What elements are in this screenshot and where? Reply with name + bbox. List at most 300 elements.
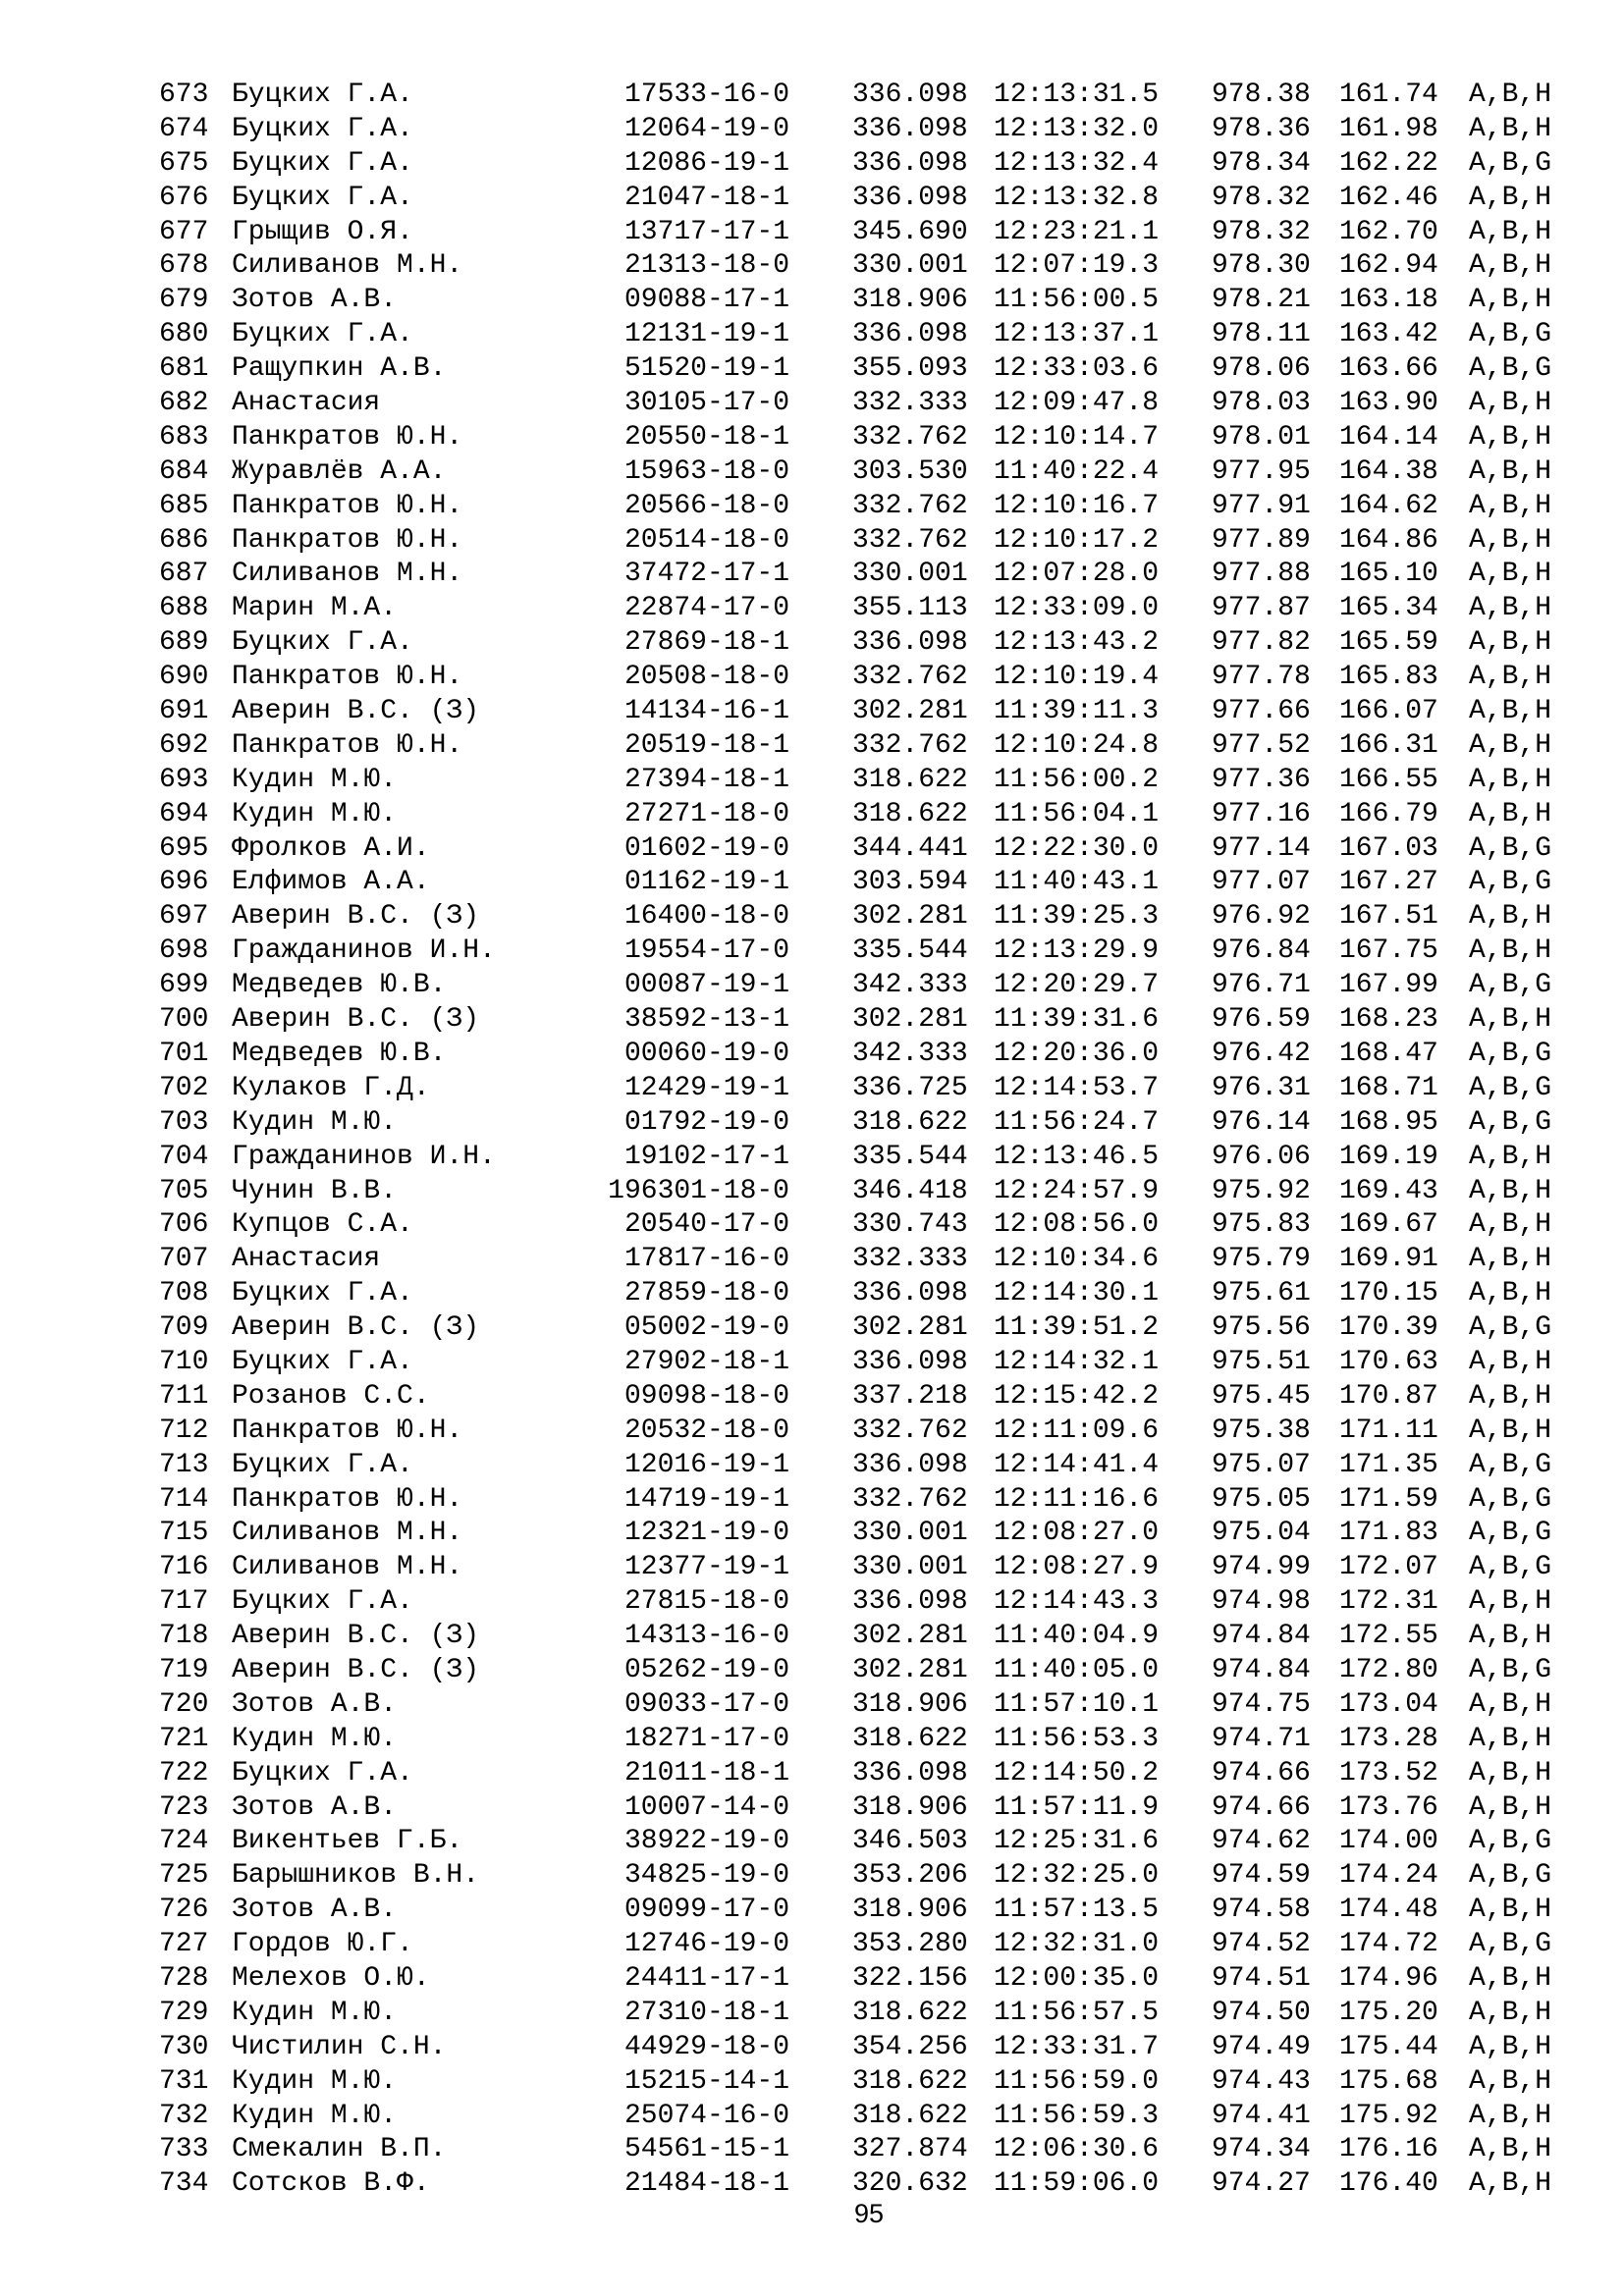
arrival-time: 11:56:24.7 (994, 1106, 1160, 1138)
flags: A,B,G (1469, 1654, 1552, 1685)
speed: 977.87 (1212, 593, 1311, 624)
fancier-name: Кудин М.Ю. (232, 1997, 398, 2028)
table-row (0, 1277, 1624, 1311)
row-number: 706 (159, 1209, 209, 1241)
row-number: 714 (159, 1483, 209, 1515)
flags: A,B,G (1469, 1483, 1552, 1515)
arrival-time: 12:20:29.7 (994, 970, 1160, 1001)
distance: 342.333 (852, 970, 968, 1001)
fancier-name: Буцких Г.А. (232, 1278, 413, 1309)
flags: A,B,H (1469, 1791, 1552, 1823)
points: 163.42 (1339, 319, 1438, 350)
flags: A,B,H (1469, 798, 1552, 829)
arrival-time: 12:10:14.7 (994, 421, 1160, 453)
flags: A,B,G (1469, 319, 1552, 350)
arrival-time: 12:33:03.6 (994, 353, 1160, 385)
row-number: 724 (159, 1826, 209, 1857)
fancier-name: Буцких Г.А. (232, 182, 413, 213)
arrival-time: 12:10:17.2 (994, 524, 1160, 556)
arrival-time: 11:39:51.2 (994, 1312, 1160, 1344)
flags: A,B,H (1469, 1004, 1552, 1036)
ring-number: 12321-19-0 (623, 1518, 789, 1549)
speed: 976.14 (1212, 1106, 1311, 1138)
distance: 336.098 (852, 1449, 968, 1480)
arrival-time: 11:56:57.5 (994, 1997, 1160, 2028)
flags: A,B,H (1469, 2134, 1552, 2165)
distance: 322.156 (852, 1962, 968, 1994)
table-row (0, 387, 1624, 421)
row-number: 718 (159, 1621, 209, 1652)
results-table (0, 79, 1624, 2202)
fancier-name: Буцких Г.А. (232, 1757, 413, 1789)
arrival-time: 12:10:24.8 (994, 729, 1160, 761)
speed: 978.36 (1212, 113, 1311, 144)
speed: 978.30 (1212, 250, 1311, 282)
flags: A,B,H (1469, 1175, 1552, 1206)
table-row (0, 1859, 1624, 1894)
table-row (0, 866, 1624, 900)
flags: A,B,H (1469, 1415, 1552, 1446)
distance: 320.632 (852, 2168, 968, 2200)
arrival-time: 12:10:19.4 (994, 662, 1160, 693)
flags: A,B,H (1469, 1621, 1552, 1652)
arrival-time: 11:56:04.1 (994, 798, 1160, 829)
row-number: 682 (159, 388, 209, 419)
ring-number: 27310-18-1 (623, 1997, 789, 2028)
distance: 332.762 (852, 662, 968, 693)
table-row (0, 147, 1624, 182)
ring-number: 27859-18-0 (623, 1278, 789, 1309)
points: 173.52 (1339, 1757, 1438, 1789)
ring-number: 20550-18-1 (623, 421, 789, 453)
points: 173.04 (1339, 1688, 1438, 1720)
distance: 330.001 (852, 250, 968, 282)
fancier-name: Зотов А.В. (232, 1791, 398, 1823)
table-row (0, 352, 1624, 387)
distance: 332.762 (852, 1483, 968, 1515)
arrival-time: 11:57:13.5 (994, 1895, 1160, 1926)
arrival-time: 12:14:30.1 (994, 1278, 1160, 1309)
speed: 977.16 (1212, 798, 1311, 829)
flags: A,B,G (1469, 1860, 1552, 1892)
points: 168.47 (1339, 1038, 1438, 1069)
arrival-time: 11:59:06.0 (994, 2168, 1160, 2200)
points: 168.71 (1339, 1072, 1438, 1103)
ring-number: 196301-18-0 (608, 1175, 789, 1206)
row-number: 721 (159, 1723, 209, 1754)
points: 169.19 (1339, 1141, 1438, 1172)
row-number: 691 (159, 696, 209, 727)
arrival-time: 12:08:27.0 (994, 1518, 1160, 1549)
ring-number: 15215-14-1 (623, 2065, 789, 2097)
distance: 332.333 (852, 1244, 968, 1275)
arrival-time: 11:39:31.6 (994, 1004, 1160, 1036)
points: 170.63 (1339, 1346, 1438, 1377)
points: 174.72 (1339, 1929, 1438, 1960)
speed: 974.58 (1212, 1895, 1311, 1926)
fancier-name: Панкратов Ю.Н. (232, 1415, 463, 1446)
fancier-name: Ращупкин А.В. (232, 353, 447, 385)
fancier-name: Аверин В.С. (З) (232, 901, 480, 933)
row-number: 722 (159, 1757, 209, 1789)
points: 174.48 (1339, 1895, 1438, 1926)
points: 167.51 (1339, 901, 1438, 933)
fancier-name: Аверин В.С. (З) (232, 1654, 480, 1685)
points: 173.28 (1339, 1723, 1438, 1754)
table-row (0, 592, 1624, 626)
row-number: 715 (159, 1518, 209, 1549)
distance: 342.333 (852, 1038, 968, 1069)
table-row (0, 1688, 1624, 1723)
row-number: 702 (159, 1072, 209, 1103)
ring-number: 09099-17-0 (623, 1895, 789, 1926)
fancier-name: Кулаков Г.Д. (232, 1072, 430, 1103)
speed: 976.31 (1212, 1072, 1311, 1103)
distance: 336.098 (852, 1757, 968, 1789)
fancier-name: Буцких Г.А. (232, 1586, 413, 1618)
fancier-name: Фролков А.И. (232, 832, 430, 864)
distance: 353.206 (852, 1860, 968, 1892)
table-row (0, 1175, 1624, 1209)
ring-number: 12131-19-1 (623, 319, 789, 350)
speed: 975.61 (1212, 1278, 1311, 1309)
distance: 330.001 (852, 1518, 968, 1549)
speed: 975.92 (1212, 1175, 1311, 1206)
flags: A,B,H (1469, 2168, 1552, 2200)
ring-number: 19102-17-1 (623, 1141, 789, 1172)
row-number: 719 (159, 1654, 209, 1685)
arrival-time: 12:15:42.2 (994, 1380, 1160, 1412)
arrival-time: 12:11:16.6 (994, 1483, 1160, 1515)
speed: 974.99 (1212, 1552, 1311, 1583)
fancier-name: Панкратов Ю.Н. (232, 1483, 463, 1515)
ring-number: 01792-19-0 (623, 1106, 789, 1138)
row-number: 733 (159, 2134, 209, 2165)
fancier-name: Буцких Г.А. (232, 319, 413, 350)
flags: A,B,H (1469, 1723, 1552, 1754)
ring-number: 20514-18-0 (623, 524, 789, 556)
ring-number: 14134-16-1 (623, 696, 789, 727)
ring-number: 21484-18-1 (623, 2168, 789, 2200)
flags: A,B,G (1469, 832, 1552, 864)
speed: 974.51 (1212, 1962, 1311, 1994)
points: 164.62 (1339, 490, 1438, 521)
speed: 978.03 (1212, 388, 1311, 419)
speed: 974.66 (1212, 1791, 1311, 1823)
table-row (0, 729, 1624, 764)
arrival-time: 11:56:59.3 (994, 2100, 1160, 2131)
table-row (0, 1483, 1624, 1518)
points: 165.59 (1339, 627, 1438, 659)
table-row (0, 900, 1624, 934)
flags: A,B,H (1469, 216, 1552, 247)
ring-number: 15963-18-0 (623, 455, 789, 487)
flags: A,B,H (1469, 182, 1552, 213)
ring-number: 44929-18-0 (623, 2031, 789, 2062)
distance: 318.906 (852, 285, 968, 316)
distance: 336.725 (852, 1072, 968, 1103)
arrival-time: 12:14:53.7 (994, 1072, 1160, 1103)
flags: A,B,H (1469, 1757, 1552, 1789)
distance: 318.622 (852, 2065, 968, 2097)
distance: 332.762 (852, 421, 968, 453)
fancier-name: Чунин В.В. (232, 1175, 398, 1206)
ring-number: 27902-18-1 (623, 1346, 789, 1377)
ring-number: 38592-13-1 (623, 1004, 789, 1036)
flags: A,B,G (1469, 147, 1552, 179)
row-number: 726 (159, 1895, 209, 1926)
arrival-time: 12:10:34.6 (994, 1244, 1160, 1275)
distance: 318.622 (852, 1997, 968, 2028)
ring-number: 27869-18-1 (623, 627, 789, 659)
speed: 977.66 (1212, 696, 1311, 727)
table-row (0, 1585, 1624, 1620)
ring-number: 38922-19-0 (623, 1826, 789, 1857)
ring-number: 51520-19-1 (623, 353, 789, 385)
ring-number: 22874-17-0 (623, 593, 789, 624)
distance: 318.622 (852, 764, 968, 795)
table-row (0, 1243, 1624, 1277)
points: 168.23 (1339, 1004, 1438, 1036)
ring-number: 54561-15-1 (623, 2134, 789, 2165)
fancier-name: Кудин М.Ю. (232, 764, 398, 795)
distance: 335.544 (852, 1141, 968, 1172)
distance: 335.544 (852, 935, 968, 967)
speed: 978.01 (1212, 421, 1311, 453)
speed: 976.71 (1212, 970, 1311, 1001)
speed: 977.82 (1212, 627, 1311, 659)
ring-number: 13717-17-1 (623, 216, 789, 247)
distance: 332.762 (852, 1415, 968, 1446)
row-number: 720 (159, 1688, 209, 1720)
points: 167.03 (1339, 832, 1438, 864)
ring-number: 20566-18-0 (623, 490, 789, 521)
table-row (0, 764, 1624, 798)
arrival-time: 12:32:25.0 (994, 1860, 1160, 1892)
distance: 302.281 (852, 901, 968, 933)
row-number: 723 (159, 1791, 209, 1823)
flags: A,B,H (1469, 559, 1552, 590)
points: 169.91 (1339, 1244, 1438, 1275)
flags: A,B,H (1469, 1244, 1552, 1275)
flags: A,B,H (1469, 250, 1552, 282)
speed: 978.11 (1212, 319, 1311, 350)
speed: 978.32 (1212, 216, 1311, 247)
ring-number: 20540-17-0 (623, 1209, 789, 1241)
row-number: 677 (159, 216, 209, 247)
flags: A,B,H (1469, 2100, 1552, 2131)
fancier-name: Аверин В.С. (З) (232, 696, 480, 727)
speed: 976.06 (1212, 1141, 1311, 1172)
fancier-name: Медведев Ю.В. (232, 970, 447, 1001)
distance: 355.093 (852, 353, 968, 385)
fancier-name: Панкратов Ю.Н. (232, 524, 463, 556)
points: 162.22 (1339, 147, 1438, 179)
distance: 337.218 (852, 1380, 968, 1412)
points: 171.59 (1339, 1483, 1438, 1515)
points: 175.44 (1339, 2031, 1438, 2062)
arrival-time: 12:13:43.2 (994, 627, 1160, 659)
fancier-name: Зотов А.В. (232, 1895, 398, 1926)
distance: 302.281 (852, 1621, 968, 1652)
arrival-time: 12:20:36.0 (994, 1038, 1160, 1069)
arrival-time: 12:33:31.7 (994, 2031, 1160, 2062)
row-number: 707 (159, 1244, 209, 1275)
fancier-name: Чистилин С.Н. (232, 2031, 447, 2062)
arrival-time: 12:14:43.3 (994, 1586, 1160, 1618)
row-number: 693 (159, 764, 209, 795)
row-number: 701 (159, 1038, 209, 1069)
ring-number: 27271-18-0 (623, 798, 789, 829)
fancier-name: Буцких Г.А. (232, 113, 413, 144)
table-row (0, 661, 1624, 695)
arrival-time: 12:13:31.5 (994, 80, 1160, 110)
fancier-name: Буцких Г.А. (232, 147, 413, 179)
table-row (0, 558, 1624, 592)
distance: 330.001 (852, 559, 968, 590)
row-number: 673 (159, 80, 209, 110)
points: 167.75 (1339, 935, 1438, 967)
flags: A,B,H (1469, 1278, 1552, 1309)
row-number: 731 (159, 2065, 209, 2097)
ring-number: 21047-18-1 (623, 182, 789, 213)
flags: A,B,H (1469, 593, 1552, 624)
flags: A,B,H (1469, 1209, 1552, 1241)
flags: A,B,H (1469, 80, 1552, 110)
speed: 977.95 (1212, 455, 1311, 487)
distance: 318.622 (852, 2100, 968, 2131)
row-number: 692 (159, 729, 209, 761)
speed: 974.50 (1212, 1997, 1311, 2028)
speed: 974.34 (1212, 2134, 1311, 2165)
arrival-time: 12:13:37.1 (994, 319, 1160, 350)
table-row (0, 1962, 1624, 1997)
points: 176.16 (1339, 2134, 1438, 2165)
fancier-name: Розанов С.С. (232, 1380, 430, 1412)
ring-number: 20519-18-1 (623, 729, 789, 761)
speed: 977.91 (1212, 490, 1311, 521)
speed: 976.42 (1212, 1038, 1311, 1069)
fancier-name: Анастасия (232, 1244, 381, 1275)
arrival-time: 12:13:32.0 (994, 113, 1160, 144)
row-number: 679 (159, 285, 209, 316)
speed: 975.56 (1212, 1312, 1311, 1344)
table-row (0, 1380, 1624, 1415)
table-row (0, 1415, 1624, 1449)
speed: 976.59 (1212, 1004, 1311, 1036)
fancier-name: Смекалин В.П. (232, 2134, 447, 2165)
ring-number: 12746-19-0 (623, 1929, 789, 1960)
flags: A,B,H (1469, 935, 1552, 967)
ring-number: 00060-19-0 (623, 1038, 789, 1069)
flags: A,B,H (1469, 2065, 1552, 2097)
distance: 327.874 (852, 2134, 968, 2165)
flags: A,B,H (1469, 764, 1552, 795)
table-row (0, 2031, 1624, 2065)
distance: 344.441 (852, 832, 968, 864)
row-number: 689 (159, 627, 209, 659)
speed: 978.06 (1212, 353, 1311, 385)
ring-number: 09098-18-0 (623, 1380, 789, 1412)
row-number: 686 (159, 524, 209, 556)
flags: A,B,G (1469, 1106, 1552, 1138)
flags: A,B,H (1469, 455, 1552, 487)
flags: A,B,H (1469, 490, 1552, 521)
flags: A,B,H (1469, 1141, 1552, 1172)
ring-number: 14719-19-1 (623, 1483, 789, 1515)
points: 163.18 (1339, 285, 1438, 316)
fancier-name: Буцких Г.А. (232, 1346, 413, 1377)
flags: A,B,H (1469, 729, 1552, 761)
points: 171.83 (1339, 1518, 1438, 1549)
ring-number: 05262-19-0 (623, 1654, 789, 1685)
table-row (0, 113, 1624, 147)
points: 166.79 (1339, 798, 1438, 829)
distance: 303.594 (852, 867, 968, 898)
ring-number: 17817-16-0 (623, 1244, 789, 1275)
speed: 977.36 (1212, 764, 1311, 795)
points: 165.10 (1339, 559, 1438, 590)
distance: 336.098 (852, 147, 968, 179)
row-number: 732 (159, 2100, 209, 2131)
fancier-name: Буцких Г.А. (232, 627, 413, 659)
speed: 974.75 (1212, 1688, 1311, 1720)
ring-number: 19554-17-0 (623, 935, 789, 967)
fancier-name: Гражданинов И.Н. (232, 1141, 496, 1172)
table-row (0, 832, 1624, 867)
row-number: 728 (159, 1962, 209, 1994)
flags: A,B,G (1469, 353, 1552, 385)
ring-number: 27815-18-0 (623, 1586, 789, 1618)
flags: A,B,H (1469, 1346, 1552, 1377)
distance: 303.530 (852, 455, 968, 487)
arrival-time: 11:56:00.2 (994, 764, 1160, 795)
ring-number: 27394-18-1 (623, 764, 789, 795)
distance: 336.098 (852, 319, 968, 350)
row-number: 697 (159, 901, 209, 933)
distance: 302.281 (852, 1654, 968, 1685)
arrival-time: 11:40:22.4 (994, 455, 1160, 487)
row-number: 729 (159, 1997, 209, 2028)
arrival-time: 11:39:25.3 (994, 901, 1160, 933)
distance: 355.113 (852, 593, 968, 624)
flags: A,B,G (1469, 970, 1552, 1001)
table-row (0, 2133, 1624, 2167)
ring-number: 34825-19-0 (623, 1860, 789, 1892)
ring-number: 12016-19-1 (623, 1449, 789, 1480)
arrival-time: 12:09:47.8 (994, 388, 1160, 419)
table-row (0, 1551, 1624, 1585)
arrival-time: 12:22:30.0 (994, 832, 1160, 864)
table-row (0, 1654, 1624, 1688)
ring-number: 20508-18-0 (623, 662, 789, 693)
distance: 336.098 (852, 182, 968, 213)
points: 166.07 (1339, 696, 1438, 727)
table-row (0, 249, 1624, 284)
row-number: 696 (159, 867, 209, 898)
fancier-name: Елфимов А.А. (232, 867, 430, 898)
table-row (0, 79, 1624, 113)
flags: A,B,H (1469, 421, 1552, 453)
fancier-name: Кудин М.Ю. (232, 1723, 398, 1754)
ring-number: 12064-19-0 (623, 113, 789, 144)
fancier-name: Кудин М.Ю. (232, 2100, 398, 2131)
page-number: 95 (853, 2199, 885, 2228)
points: 170.87 (1339, 1380, 1438, 1412)
row-number: 703 (159, 1106, 209, 1138)
table-row (0, 1106, 1624, 1141)
row-number: 694 (159, 798, 209, 829)
